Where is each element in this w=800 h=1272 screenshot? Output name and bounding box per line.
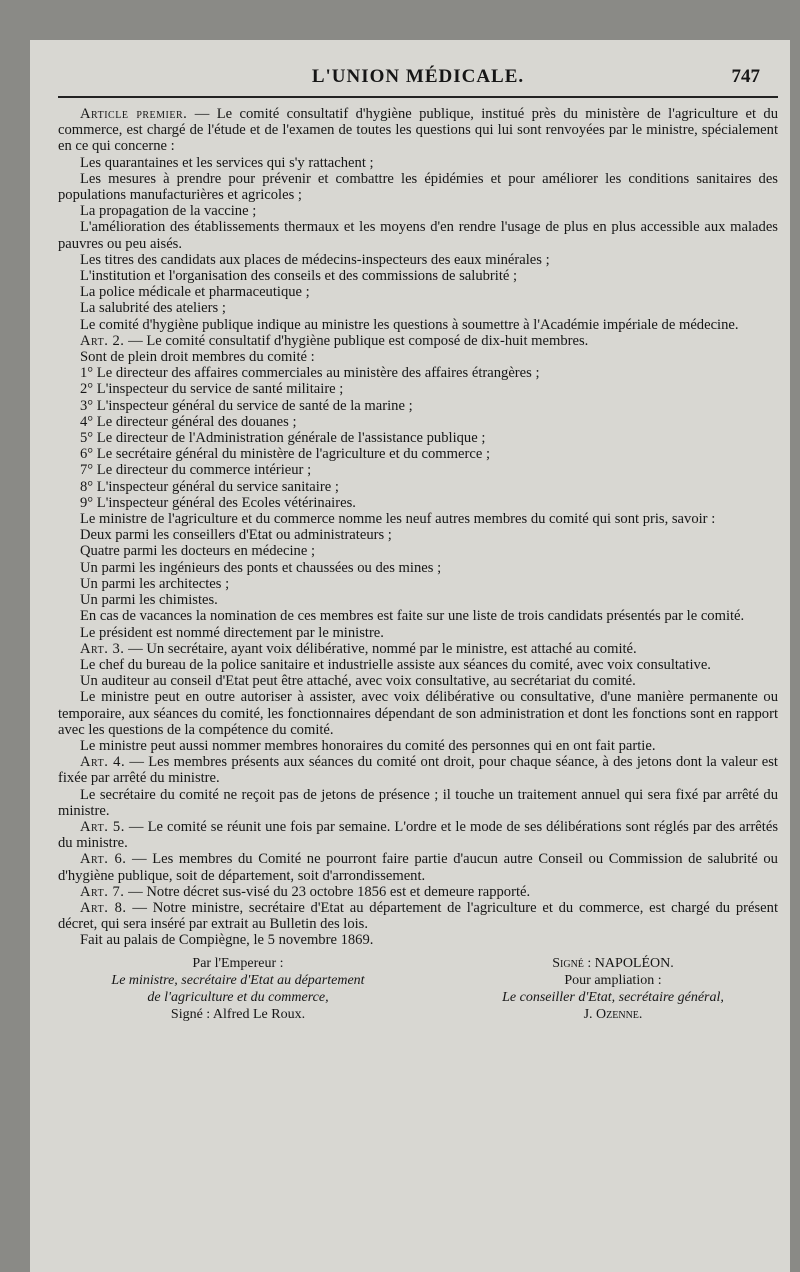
paragraph	[58, 884, 778, 900]
paragraph	[58, 333, 778, 349]
paragraph	[58, 300, 778, 316]
article-heading: Art. 3.	[80, 640, 125, 657]
paragraph-text: La salubrité des ateliers ;	[80, 300, 226, 317]
paragraph-text: La propagation de la vaccine ;	[80, 203, 257, 220]
paragraph	[58, 495, 778, 511]
paragraph	[58, 608, 778, 624]
paragraph-text: Fait au palais de Compiègne, le 5 novembre 1869.	[80, 932, 374, 949]
signature-left-line-4: Signé : Alfred Le Roux.	[170, 1006, 306, 1022]
paragraph-text: — Notre ministre, secrétaire d'Etat au département de l'agriculture et du commerce, est chargé du présent décret, qui sera inséré par extrait au Bulletin des lois.	[58, 899, 778, 933]
paragraph-text: — Un secrétaire, ayant voix délibérative, nommé par le ministre, est attaché au comité.	[124, 640, 637, 657]
paragraph-text: Deux parmi les conseillers d'Etat ou administrateurs ;	[80, 527, 392, 544]
paragraph	[58, 787, 778, 819]
paragraph	[58, 625, 778, 641]
paragraph	[58, 155, 778, 171]
paragraph-text: L'institution et l'organisation des conseils et des commissions de salubrité ;	[80, 268, 518, 285]
paragraph-text: Le comité d'hygiène publique indique au ministre les questions à soumettre à l'Académie impériale de médecine.	[80, 316, 739, 333]
paragraph	[58, 543, 778, 559]
paragraph	[58, 317, 778, 333]
paragraph	[58, 219, 778, 251]
paragraph	[58, 592, 778, 608]
running-head: L'UNION MÉDICALE.	[311, 66, 525, 87]
paragraph-text: 7° Le directeur du commerce intérieur ;	[80, 462, 312, 479]
paragraph-text: — Le comité se réunit une fois par semaine. L'ordre et le mode de ses délibérations sont réglés par des arrêtés du ministre.	[58, 818, 778, 852]
document-page	[30, 40, 790, 1272]
article-heading: Article premier.	[80, 106, 188, 122]
paragraph-text: Les mesures à prendre pour prévenir et combattre les épidémies et pour améliorer les conditions sanitaires des populations manufacturières et agricoles ;	[58, 170, 778, 204]
paragraph	[58, 252, 778, 268]
paragraph	[58, 657, 778, 673]
paragraph	[58, 511, 778, 527]
paragraph-text: Quatre parmi les docteurs en médecine ;	[80, 543, 316, 560]
paragraph	[58, 900, 778, 932]
page-header	[58, 62, 778, 98]
page-number: 747	[731, 66, 760, 87]
signature-right-line-3: Le conseiller d'Etat, secrétaire général,	[502, 989, 724, 1005]
paragraph	[58, 284, 778, 300]
paragraph-text: Les titres des candidats aux places de médecins-inspecteurs des eaux minérales ;	[80, 251, 550, 268]
body-text	[58, 106, 778, 949]
paragraph	[58, 106, 778, 155]
article-heading: Art. 6.	[80, 851, 127, 868]
paragraph-text: — Le comité consultatif d'hygiène publique est composé de dix-huit membres.	[124, 332, 589, 349]
paragraph-text: Un auditeur au conseil d'Etat peut être attaché, avec voix consultative, au secrétariat du comité.	[80, 673, 636, 690]
paragraph-text: 3° L'inspecteur général du service de santé de la marine ;	[80, 397, 413, 414]
paragraph-text: Le ministre peut en outre autoriser à assister, avec voix délibérative ou consultative, d'une manière permanente ou temporaire, aux séances du comité, les fonctionnaires dépendant de son administration et dont les fonctions sont en rapport avec les questions de la compétence du comité.	[58, 689, 778, 738]
paragraph-text: Le président est nommé directement par le ministre.	[80, 624, 384, 641]
paragraph	[58, 414, 778, 430]
paragraph-text: Le chef du bureau de la police sanitaire et industrielle assiste aux séances du comité, avec voix consultative.	[80, 656, 711, 673]
paragraph	[58, 365, 778, 381]
paragraph-text: En cas de vacances la nomination de ces membres est faite sur une liste de trois candidats présentés par le comité.	[80, 608, 745, 625]
paragraph-text: 9° L'inspecteur général des Ecoles vétérinaires.	[80, 494, 356, 511]
article-heading: Art. 2.	[80, 332, 125, 349]
article-heading: Art. 5.	[80, 818, 125, 835]
paragraph-text: — Les membres du Comité ne pourront faire partie d'aucun autre Conseil ou Commission de salubrité ou d'hygiène publique, soit de département, soit d'arrondissement.	[58, 851, 778, 884]
paragraph-text: Le ministre de l'agriculture et du commerce nomme les neuf autres membres du comité qui sont pris, savoir :	[80, 511, 716, 528]
signature-left-line-2: Le ministre, secrétaire d'Etat au département	[111, 972, 365, 988]
paragraph	[58, 641, 778, 657]
signature-block	[58, 955, 778, 1023]
paragraph-text: Le ministre peut aussi nommer membres honoraires du comité des personnes qui en ont fait partie.	[80, 737, 656, 754]
paragraph-text: — Les membres présents aux séances du comité ont droit, pour chaque séance, à des jetons dont la valeur est fixée par arrêté du ministre.	[58, 754, 778, 787]
paragraph-text: La police médicale et pharmaceutique ;	[80, 284, 310, 301]
paragraph	[58, 349, 778, 365]
paragraph-text: 5° Le directeur de l'Administration générale de l'assistance publique ;	[80, 430, 486, 447]
paragraph-text: — Le comité consultatif d'hygiène publique, institué près du ministère de l'agriculture et du commerce, est chargé de l'étude et de l'examen de toutes les questions qui lui sont renvoyées par le ministre, spécialement en ce qui concerne :	[58, 106, 778, 155]
paragraph	[58, 479, 778, 495]
paragraph-text: Un parmi les chimistes.	[80, 592, 218, 609]
paragraph	[58, 851, 778, 883]
paragraph-text: L'amélioration des établissements thermaux et les moyens d'en rendre l'usage de plus en plus accessible aux malades pauvres ou peu aisés.	[58, 219, 778, 252]
paragraph-text: 6° Le secrétaire général du ministère de l'agriculture et du commerce ;	[80, 446, 491, 463]
paragraph-text: Un parmi les architectes ;	[80, 575, 230, 592]
paragraph-text: 8° L'inspecteur général du service sanitaire ;	[80, 478, 339, 495]
article-heading: Art. 7.	[80, 883, 125, 900]
article-heading: Art. 8.	[80, 899, 127, 916]
paragraph	[58, 203, 778, 219]
paragraph-text: — Notre décret sus-visé du 23 octobre 1856 est et demeure rapporté.	[124, 883, 531, 900]
paragraph	[58, 819, 778, 851]
paragraph	[58, 381, 778, 397]
paragraph	[58, 738, 778, 754]
paragraph	[58, 932, 778, 948]
paragraph-text: Les quarantaines et les services qui s'y rattachent ;	[80, 154, 374, 171]
signature-right-line-1: Signé : NAPOLÉON.	[552, 955, 674, 971]
paragraph	[58, 576, 778, 592]
paragraph-text: Le secrétaire du comité ne reçoit pas de jetons de présence ; il touche un traitement annuel qui sera fixé par arrêté du ministre.	[58, 786, 778, 819]
paragraph	[58, 673, 778, 689]
paragraph	[58, 171, 778, 203]
paragraph-text: 2° L'inspecteur du service de santé militaire ;	[80, 381, 344, 398]
paragraph-text: 1° Le directeur des affaires commerciales au ministère des affaires étrangères ;	[80, 365, 540, 382]
paragraph	[58, 446, 778, 462]
paragraph	[58, 398, 778, 414]
paragraph	[58, 268, 778, 284]
paragraph	[58, 430, 778, 446]
paragraph	[58, 527, 778, 543]
signature-right-line-4: J. Ozenne.	[583, 1006, 643, 1022]
paragraph-text: Sont de plein droit membres du comité :	[80, 349, 315, 366]
article-heading: Art. 4.	[80, 754, 126, 771]
paragraph	[58, 689, 778, 738]
signature-left-line-3: de l'agriculture et du commerce,	[147, 989, 329, 1005]
paragraph	[58, 462, 778, 478]
paragraph	[58, 754, 778, 786]
paragraph-text: 4° Le directeur général des douanes ;	[80, 413, 297, 430]
signature-left-line-1: Par l'Empereur :	[192, 955, 284, 971]
signature-right-line-2: Pour ampliation :	[564, 972, 662, 988]
paragraph	[58, 560, 778, 576]
paragraph-text: Un parmi les ingénieurs des ponts et chaussées ou des mines ;	[80, 559, 442, 576]
